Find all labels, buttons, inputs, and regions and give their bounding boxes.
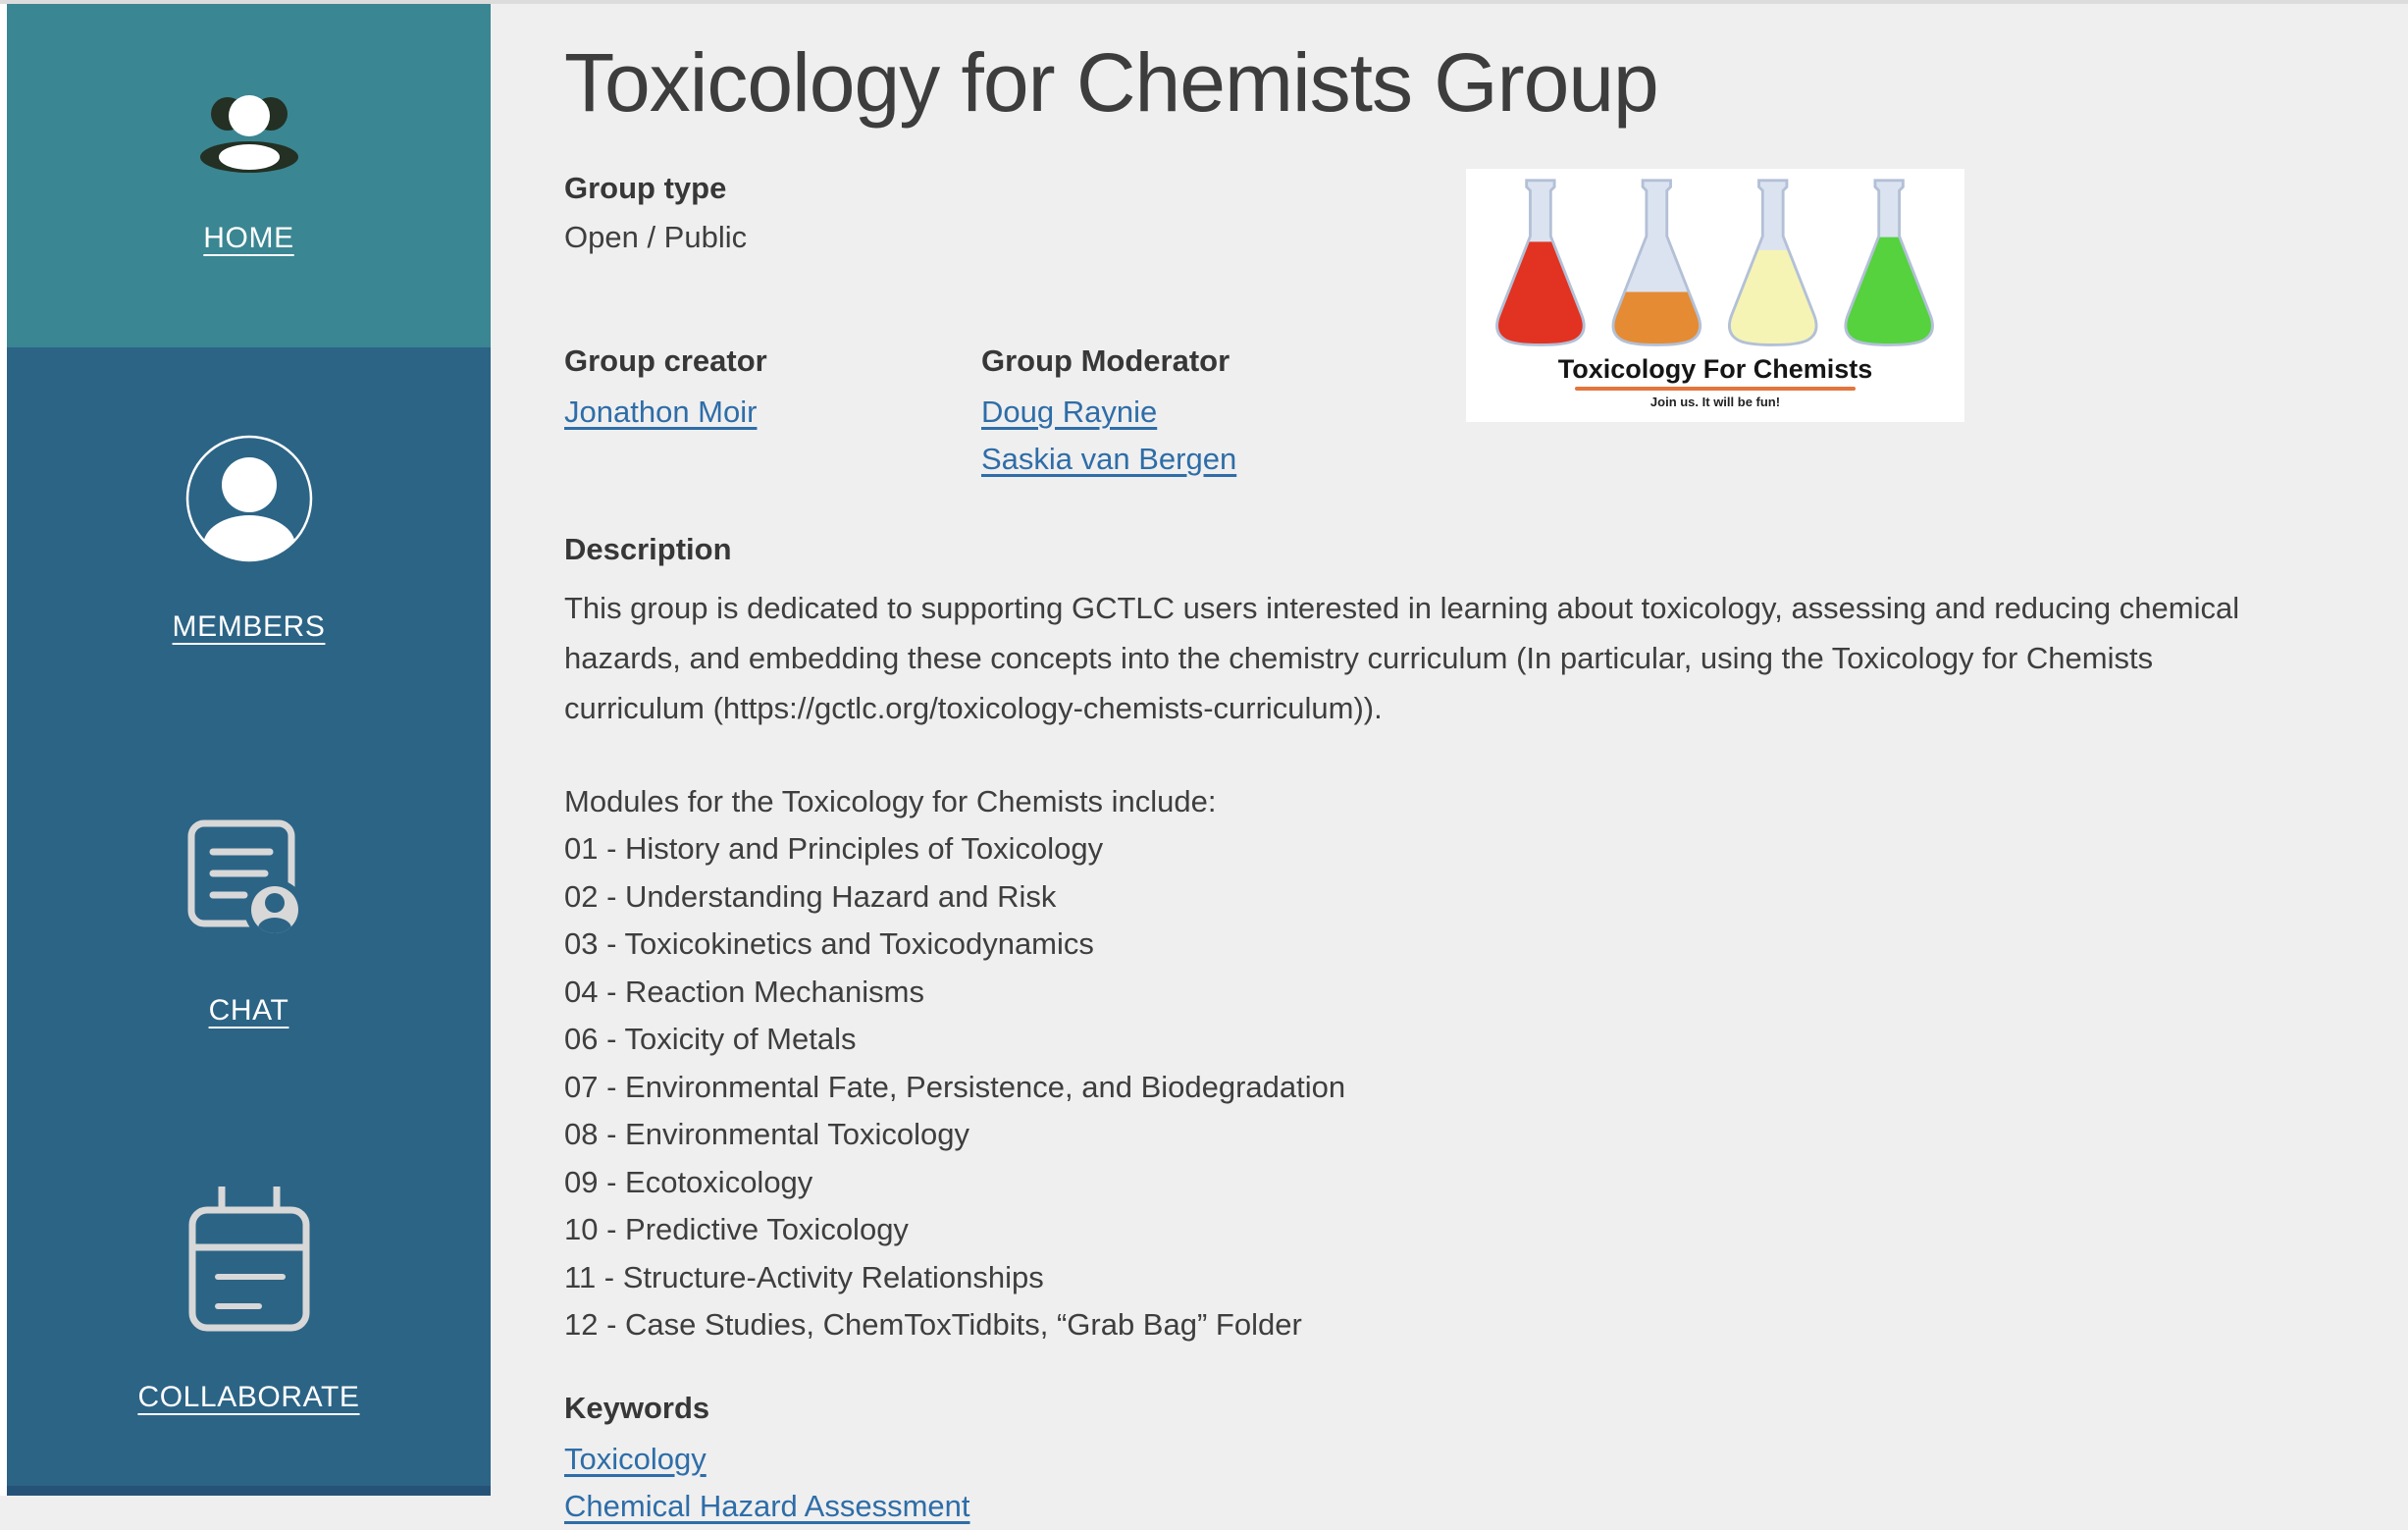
people-icon [195, 92, 303, 175]
group-moderator-link[interactable]: Saskia van Bergen [981, 442, 1237, 476]
sidebar-item-members[interactable] [7, 347, 491, 730]
module-line: 11 - Structure-Activity Relationships [564, 1259, 1044, 1294]
group-type-label: Group type [564, 171, 727, 205]
module-line: 01 - History and Principles of Toxicology [564, 831, 1104, 866]
keywords-label: Keywords [564, 1390, 710, 1425]
flasks-illustration [1478, 177, 1953, 353]
flask-orange [1613, 181, 1701, 345]
sidebar-item-label: CHAT [208, 994, 289, 1027]
group-moderator-label: Group Moderator [981, 343, 1230, 378]
module-line: 02 - Understanding Hazard and Risk [564, 878, 1057, 914]
module-line: 06 - Toxicity of Metals [564, 1022, 857, 1056]
flask-green [1846, 181, 1933, 345]
module-line: 09 - Ecotoxicology [564, 1164, 813, 1199]
sidebar-item-label: MEMBERS [172, 610, 326, 643]
group-creator-section [564, 342, 767, 436]
sidebar-item-collaborate[interactable] [7, 1113, 491, 1486]
module-line: 12 - Case Studies, ChemToxTidbits, “Grab Bag” Folder [564, 1307, 1302, 1342]
modules-intro: Modules for the Toxicology for Chemists include: [564, 784, 1217, 818]
description-label: Description [564, 532, 732, 566]
logo-subcaption: Join us. It will be fun! [1649, 395, 1781, 409]
sidebar-bottom-strip [7, 1486, 491, 1496]
module-line: 10 - Predictive Toxicology [564, 1212, 909, 1246]
module-line: 08 - Environmental Toxicology [564, 1117, 969, 1151]
group-logo-image [1466, 169, 1964, 422]
collaborate-icon [184, 1185, 314, 1334]
group-type-section [564, 169, 747, 257]
window-top-strip [0, 0, 2408, 4]
description-text: This group is dedicated to supporting GCTLC users interested in learning about toxicology, assessing and reducing chemical hazards, and embedding these concepts into the chemistry curriculum (In particular, using the Toxicology for Chemists curriculum (https://gctlc.org/toxicology-chemists-curriculum)). [564, 591, 2240, 725]
logo-caption-underline [1575, 387, 1856, 391]
chat-icon [183, 816, 315, 947]
module-line: 04 - Reaction Mechanisms [564, 974, 924, 1009]
sidebar [0, 0, 491, 1496]
member-icon [184, 434, 314, 563]
keyword-links [564, 1436, 2272, 1530]
group-moderator-link[interactable]: Doug Raynie [981, 395, 1158, 429]
sidebar-item-label: COLLABORATE [137, 1381, 360, 1413]
logo-caption: Toxicology For Chemists [1557, 354, 1873, 384]
page-title: Toxicology for Chemists Group [564, 36, 1658, 129]
main-content [491, 0, 2408, 1523]
group-moderator-links [981, 389, 1236, 483]
flask-yellow [1729, 181, 1816, 345]
keywords-section [564, 1389, 2272, 1530]
group-creator-link[interactable]: Jonathon Moir [564, 395, 758, 429]
group-moderator-section [981, 342, 1236, 483]
sidebar-item-chat[interactable] [7, 730, 491, 1113]
keyword-link[interactable]: Chemical Hazard Assessment [564, 1488, 970, 1523]
group-creator-links [564, 389, 767, 436]
flask-red [1497, 181, 1585, 345]
sidebar-item-home[interactable] [7, 0, 491, 347]
group-type-value: Open / Public [564, 220, 748, 254]
sidebar-item-label: HOME [203, 222, 294, 254]
group-creator-label: Group creator [564, 343, 767, 378]
module-line: 07 - Environmental Fate, Persistence, and Biodegradation [564, 1069, 1346, 1104]
modules-list [564, 825, 2272, 1349]
module-line: 03 - Toxicokinetics and Toxicodynamics [564, 926, 1094, 961]
keyword-link[interactable]: Toxicology [564, 1441, 707, 1476]
description-section [564, 530, 2272, 1530]
